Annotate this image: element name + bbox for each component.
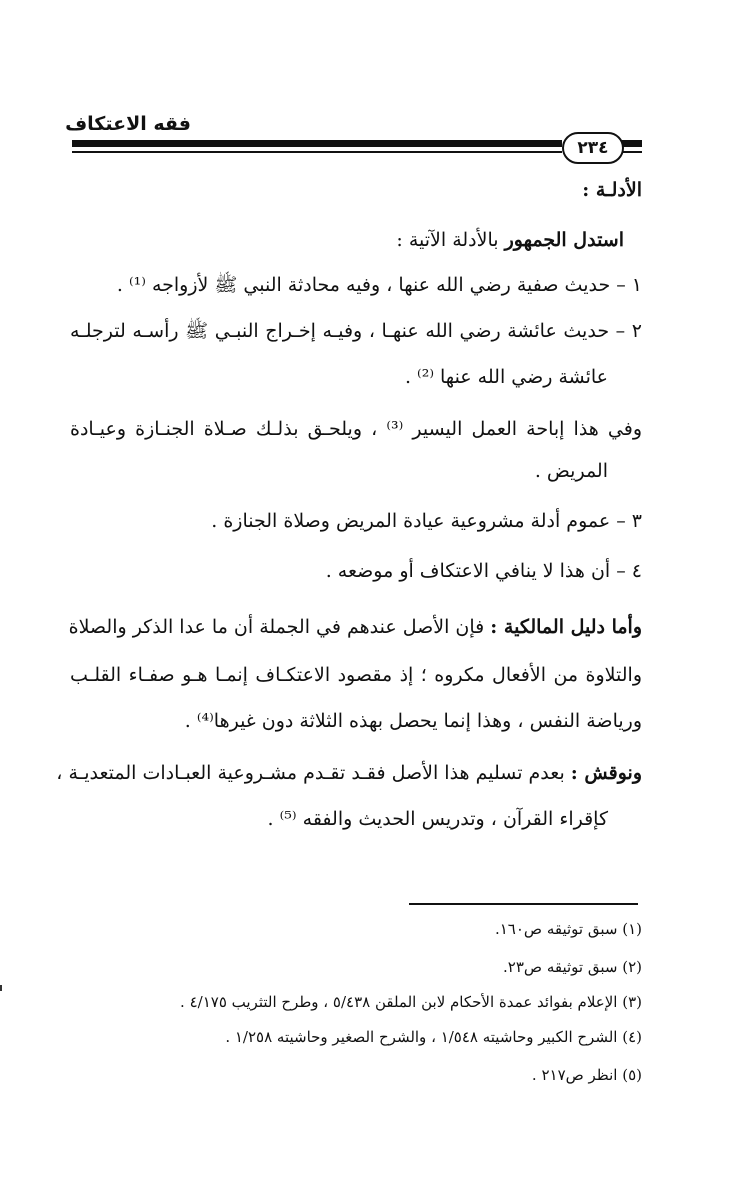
footnote-separator: [409, 903, 638, 905]
maliki-paragraph-line-3: ورياضة النفس ، وهذا إنما يحصل بهذه الثلاثة دون غيرها⁽⁴⁾ .: [184, 710, 642, 732]
page-number-badge: ٢٣٤: [562, 132, 624, 164]
intro-bold: استدل الجمهور: [504, 229, 624, 251]
maliki-paragraph-line-2: والتلاوة من الأفعال مكروه ؛ إذ مقصود الاعتكـاف إنمـا هـو صفـاء القلـب: [70, 664, 642, 686]
paragraph-1-line-2: المريض .: [534, 460, 608, 482]
evidence-item-1: ١ – حديث صفية رضي الله عنها ، وفيه محادثة النبي ﷺ لأزواجه ⁽¹⁾ .: [116, 274, 642, 296]
evidence-item-4: ٤ – أن هذا لا ينافي الاعتكاف أو موضعه .: [325, 560, 642, 582]
footnote-4: (٤) الشرح الكبير وحاشيته ١/٥٤٨ ، والشرح الصغير وحاشيته ١/٢٥٨ .: [225, 1028, 642, 1046]
discussion-line-1-rest: بعدم تسليم هذا الأصل فقـد تقـدم مشـروعية العبـادات المتعديـة ،: [56, 762, 571, 784]
evidence-item-2-line-1: ٢ – حديث عائشة رضي الله عنهـا ، وفيـه إخـراج النبـي ﷺ رأسـه لترجلـه: [70, 320, 642, 342]
intro-rest: بالأدلة الآتية :: [396, 229, 505, 251]
scan-edge-mark: [0, 985, 2, 991]
header-rule-right-thick: [622, 140, 642, 147]
running-header-title: فقه الاعتكاف: [65, 113, 191, 135]
discussion-line-2: كإقراء القرآن ، وتدريس الحديث والفقه ⁽⁵⁾ .: [267, 808, 608, 830]
maliki-bold: وأما دليل المالكية :: [490, 616, 642, 638]
footnote-1: (١) سبق توثيقه ص١٦٠.: [494, 920, 642, 938]
section-heading: الأدلـة :: [582, 179, 642, 201]
discussion-bold: ونوقش :: [570, 762, 642, 784]
paragraph-1-line-1: وفي هذا إباحة العمل اليسير ⁽³⁾ ، ويلحـق بذلـك صـلاة الجنـازة وعيـادة: [70, 418, 643, 440]
footnote-5: (٥) انظر ص٢١٧ .: [531, 1066, 642, 1084]
footnote-3: (٣) الإعلام بفوائد عمدة الأحكام لابن الملقن ٥/٤٣٨ ، وطرح التثريب ٤/١٧٥ .: [180, 993, 642, 1011]
evidence-item-3: ٣ – عموم أدلة مشروعية عيادة المريض وصلاة الجنازة .: [211, 510, 642, 532]
footnote-2: (٢) سبق توثيقه ص٢٣.: [503, 958, 642, 976]
intro-paragraph: [396, 225, 624, 255]
discussion-line-1: [56, 758, 642, 788]
evidence-item-2-line-2: عائشة رضي الله عنها ⁽²⁾ .: [404, 366, 608, 388]
maliki-paragraph-line-1: [70, 612, 642, 642]
maliki-line-1-rest: فإن الأصل عندهم في الجملة أن ما عدا الذكر والصلاة: [68, 616, 491, 638]
header-rule-thin: [72, 151, 562, 153]
header-rule-right-thin: [622, 151, 642, 153]
header-rule-thick: [72, 140, 562, 147]
